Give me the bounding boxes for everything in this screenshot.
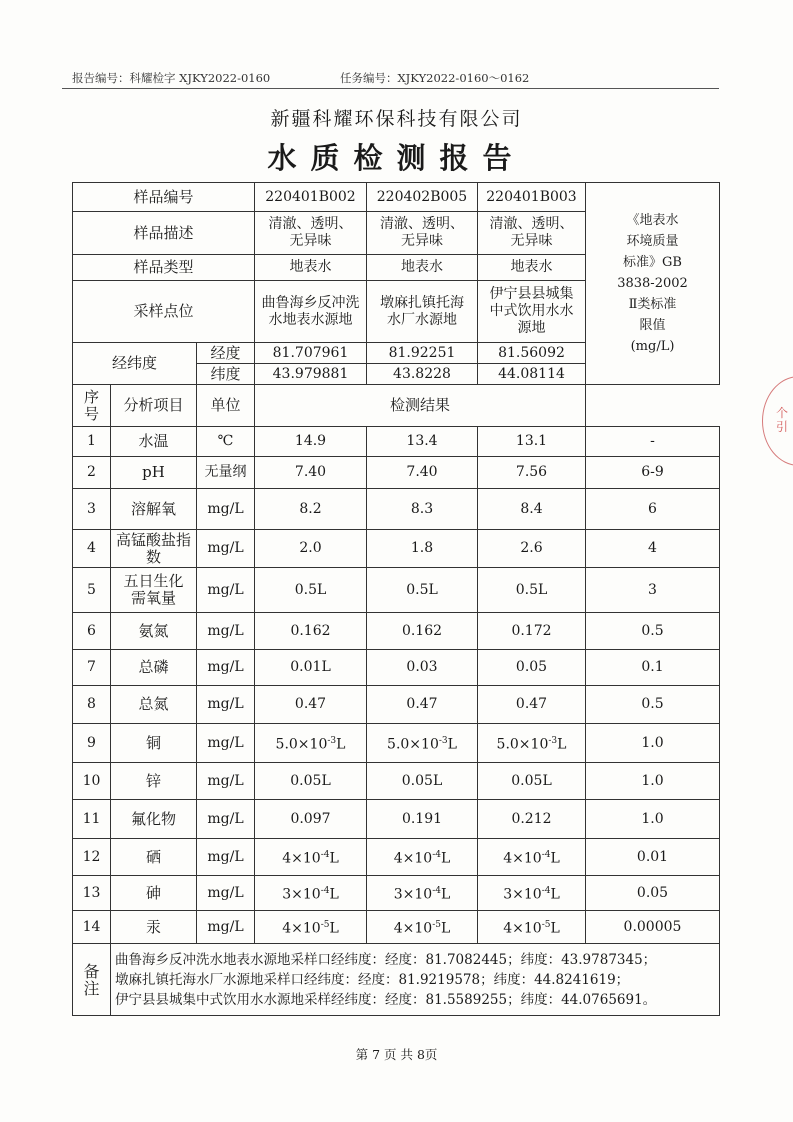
- sample-1-desc: [255, 212, 367, 255]
- result-value-2: [367, 800, 478, 839]
- row-seq: 5: [73, 568, 111, 613]
- note-line: 伊宁县县城集中式饮用水水源地采样经纬度：经度：81.5589255；纬度：44.0765691。: [115, 991, 657, 1008]
- sample-3-no: 220401B003: [478, 183, 586, 212]
- sample-1-site: [255, 281, 367, 343]
- site-line: 中式饮用水水: [489, 303, 574, 319]
- sample-1-lat: 43.979881: [255, 364, 367, 385]
- result-value-2: [367, 763, 478, 800]
- value-base: 8.4: [520, 500, 543, 517]
- standard-limit: 1.0: [586, 724, 720, 763]
- row-seq: 13: [73, 876, 111, 911]
- value-base: 2.6: [520, 540, 543, 556]
- result-value-2: [367, 613, 478, 650]
- result-value-2: [367, 427, 478, 457]
- desc-line: 清澈、透明、: [268, 216, 353, 232]
- desc-line: 清澈、透明、: [489, 216, 574, 232]
- row-item: [111, 686, 197, 724]
- item-line: 需氧量: [130, 589, 176, 607]
- note-line: 墩麻扎镇托海水厂水源地采样口经纬度：经度：81.9219578；纬度：44.8241619；: [115, 971, 630, 988]
- result-value-3: [478, 911, 586, 944]
- label-lonlat: 经纬度: [73, 343, 197, 385]
- result-value-1: [255, 613, 367, 650]
- value-base: 0.5L: [406, 581, 438, 598]
- result-value-3: [478, 427, 586, 457]
- standard-limit: 0.00005: [586, 911, 720, 944]
- value-base: 1.8: [410, 540, 434, 556]
- row-seq: 9: [73, 724, 111, 763]
- result-value-2: [367, 911, 478, 944]
- result-row: [73, 530, 720, 568]
- standard-limit: 1.0: [586, 800, 720, 839]
- value-base: 4×10: [393, 920, 433, 937]
- result-value-3: [478, 568, 586, 613]
- standard-line: 环境质量: [626, 234, 679, 249]
- value-base: 0.5L: [515, 581, 548, 598]
- row-seq: 12: [73, 839, 111, 876]
- value-base: 4×10: [503, 850, 542, 867]
- value-exponent: -4: [432, 885, 441, 896]
- sample-2-type: 地表水: [367, 255, 478, 281]
- notes-row: [73, 944, 720, 1016]
- value-base: 0.5L: [294, 581, 327, 598]
- value-base: 4×10: [282, 920, 321, 937]
- result-value-1: [255, 763, 367, 800]
- row-unit: mg/L: [197, 489, 255, 530]
- value-exponent: -5: [320, 919, 330, 930]
- result-value-1: [255, 876, 367, 911]
- site-line: 水厂水源地: [387, 311, 457, 328]
- row-seq: 6: [73, 613, 111, 650]
- standard-limit: 0.5: [586, 613, 720, 650]
- sample-3-type: 地表水: [478, 255, 586, 281]
- row-item: [111, 911, 197, 944]
- notes-text: [111, 944, 720, 1016]
- label-sample-desc: 样品描述: [73, 212, 255, 255]
- result-row: [73, 427, 720, 457]
- desc-line: 无异味: [510, 233, 553, 249]
- row-item: [111, 568, 197, 613]
- label-seq: [73, 385, 111, 427]
- value-suffix: L: [329, 850, 339, 867]
- result-value-1: [255, 800, 367, 839]
- row-seq: 14: [73, 911, 111, 944]
- result-row: [73, 800, 720, 839]
- value-base: 0.47: [515, 696, 548, 712]
- sample-3-lat: 44.08114: [478, 364, 586, 385]
- sample-2-site: [367, 281, 478, 343]
- result-row: [73, 839, 720, 876]
- row-unit: mg/L: [197, 530, 255, 568]
- standard-limit: -: [586, 427, 720, 457]
- result-value-2: [367, 530, 478, 568]
- standard-line: 标准》GB: [623, 255, 682, 270]
- page-footer: 第 7 页 共 8页: [355, 1047, 438, 1062]
- row-item: [111, 457, 197, 489]
- row-seq: 1: [73, 427, 111, 457]
- value-base: 2.0: [299, 540, 322, 556]
- value-base: 3×10: [503, 886, 542, 903]
- value-suffix: L: [440, 850, 451, 867]
- label-item: 分析项目: [111, 385, 197, 427]
- value-base: 4×10: [393, 850, 433, 867]
- sample-3-desc: [478, 212, 586, 255]
- row-unit: mg/L: [197, 568, 255, 613]
- value-suffix: L: [329, 920, 339, 937]
- row-unit: 无量纲: [197, 457, 255, 489]
- value-exponent: -4: [541, 885, 551, 896]
- result-value-2: [367, 650, 478, 686]
- result-row: [73, 457, 720, 489]
- item-line: 五日生化: [123, 572, 184, 590]
- result-value-3: [478, 613, 586, 650]
- result-value-1: [255, 427, 367, 457]
- value-base: 3×10: [393, 886, 433, 903]
- standard-line: 3838-2002: [617, 276, 688, 291]
- value-base: 0.01L: [290, 659, 331, 675]
- value-suffix: L: [440, 886, 451, 903]
- label-sample-type: 样品类型: [73, 255, 255, 281]
- site-line: 源地: [517, 320, 546, 336]
- stamp-text: 个 引: [776, 406, 789, 434]
- item-line: 砷: [145, 883, 161, 902]
- value-base: 0.162: [401, 622, 443, 639]
- result-value-3: [478, 763, 586, 800]
- value-suffix: L: [550, 886, 560, 903]
- value-base: 4×10: [282, 850, 321, 867]
- value-base: 8.3: [410, 500, 434, 517]
- seq-char: 号: [83, 404, 99, 423]
- row-item: [111, 876, 197, 911]
- standard-header: [586, 183, 720, 385]
- value-base: 0.172: [511, 622, 552, 639]
- value-suffix: L: [550, 920, 560, 937]
- result-row: [73, 650, 720, 686]
- header-divider: [62, 88, 719, 89]
- site-line: 墩麻扎镇托海: [380, 294, 464, 311]
- row-seq: 8: [73, 686, 111, 724]
- result-row: [73, 613, 720, 650]
- item-line: 溶解氧: [130, 499, 176, 518]
- row-item: [111, 763, 197, 800]
- sample-3-lon: 81.56092: [478, 343, 586, 364]
- label-results: 检测结果: [255, 385, 586, 427]
- result-value-1: [255, 839, 367, 876]
- results-table: [72, 182, 720, 1016]
- result-value-2: [367, 686, 478, 724]
- value-exponent: -3: [327, 735, 337, 746]
- value-base: 3×10: [282, 886, 321, 903]
- value-base: 0.47: [406, 696, 438, 712]
- row-item: [111, 800, 197, 839]
- row-unit: mg/L: [197, 650, 255, 686]
- result-value-1: [255, 911, 367, 944]
- result-row: [73, 876, 720, 911]
- standard-line: Ⅱ类标准: [628, 297, 677, 312]
- site-line: 水地表水源地: [268, 311, 353, 328]
- result-value-3: [478, 800, 586, 839]
- sample-3-site: [478, 281, 586, 343]
- value-base: 0.212: [511, 810, 552, 827]
- standard-limit: 1.0: [586, 763, 720, 800]
- row-seq: 7: [73, 650, 111, 686]
- result-row: [73, 911, 720, 944]
- sample-2-lon: 81.92251: [367, 343, 478, 364]
- desc-line: 无异味: [401, 233, 443, 249]
- result-value-3: [478, 724, 586, 763]
- result-value-3: [478, 686, 586, 724]
- sample-1-no: 220401B002: [255, 183, 367, 212]
- result-value-3: [478, 876, 586, 911]
- seq-char: 序: [83, 387, 99, 406]
- row-unit: ℃: [197, 427, 255, 457]
- row-item: [111, 530, 197, 568]
- standard-line: 限值: [639, 318, 666, 333]
- value-base: 7.40: [406, 464, 438, 480]
- result-row: [73, 489, 720, 530]
- value-base: 7.40: [294, 464, 327, 480]
- value-suffix: L: [447, 736, 457, 753]
- desc-line: 无异味: [289, 233, 332, 249]
- value-suffix: L: [336, 736, 346, 753]
- result-row: [73, 686, 720, 724]
- value-base: 4×10: [503, 920, 542, 937]
- label-lat: 纬度: [197, 364, 255, 385]
- value-suffix: L: [550, 850, 560, 867]
- company-name: 新疆科耀环保科技有限公司: [270, 108, 523, 130]
- report-number: 报告编号：科耀检字 XJKY2022-0160: [72, 71, 271, 85]
- result-value-3: [478, 650, 586, 686]
- row-unit: mg/L: [197, 876, 255, 911]
- row-unit: mg/L: [197, 686, 255, 724]
- row-seq: 2: [73, 457, 111, 489]
- value-exponent: -5: [541, 919, 551, 930]
- standard-limit: 4: [586, 530, 720, 568]
- result-value-1: [255, 724, 367, 763]
- result-value-2: [367, 724, 478, 763]
- item-line: 氟化物: [130, 809, 176, 828]
- value-base: 0.162: [290, 622, 331, 639]
- sample-2-desc: [367, 212, 478, 255]
- item-line: 高锰酸盐指数: [115, 530, 191, 566]
- value-exponent: -5: [432, 919, 441, 930]
- report-title: 水质检测报告: [267, 141, 526, 175]
- row-unit: mg/L: [197, 613, 255, 650]
- standard-limit: 0.5: [586, 686, 720, 724]
- sample-1-type: 地表水: [255, 255, 367, 281]
- value-base: 13.4: [406, 433, 438, 449]
- standard-limit: 6: [586, 489, 720, 530]
- row-seq: 3: [73, 489, 111, 530]
- value-base: 14.9: [294, 433, 327, 449]
- value-suffix: L: [557, 736, 567, 753]
- value-base: 5.0×10: [496, 736, 549, 753]
- result-row: [73, 724, 720, 763]
- value-base: 5.0×10: [387, 736, 439, 753]
- site-line: 曲鲁海乡反冲洗: [261, 294, 360, 311]
- value-base: 7.56: [515, 464, 548, 480]
- item-line: 汞: [145, 917, 161, 936]
- row-unit: mg/L: [197, 763, 255, 800]
- value-exponent: -4: [320, 849, 330, 860]
- result-value-2: [367, 839, 478, 876]
- label-sampling-site: 采样点位: [73, 281, 255, 343]
- value-base: 0.191: [401, 810, 443, 827]
- value-exponent: -3: [548, 735, 558, 746]
- note-line: 曲鲁海乡反冲洗水地表水源地采样口经纬度：经度：81.7082445；纬度：43.9787345；: [115, 951, 657, 968]
- row-unit: mg/L: [197, 800, 255, 839]
- result-value-3: [478, 530, 586, 568]
- desc-line: 清澈、透明、: [380, 216, 464, 232]
- value-base: 0.47: [294, 696, 327, 712]
- value-base: 0.097: [290, 810, 331, 827]
- standard-line: 《地表水: [626, 213, 679, 228]
- row-item: [111, 489, 197, 530]
- row-item: [111, 427, 197, 457]
- result-value-1: [255, 457, 367, 489]
- row-unit: mg/L: [197, 724, 255, 763]
- sample-1-lon: 81.707961: [255, 343, 367, 364]
- result-value-2: [367, 489, 478, 530]
- result-value-1: [255, 530, 367, 568]
- standard-limit: 0.05: [586, 876, 720, 911]
- item-line: 氨氮: [138, 621, 169, 640]
- row-unit: mg/L: [197, 911, 255, 944]
- row-seq: 4: [73, 530, 111, 568]
- value-exponent: -3: [438, 735, 448, 746]
- standard-limit: 6-9: [586, 457, 720, 489]
- row-item: [111, 613, 197, 650]
- row-unit: mg/L: [197, 839, 255, 876]
- result-value-1: [255, 650, 367, 686]
- result-value-3: [478, 489, 586, 530]
- notes-char: 备: [83, 961, 100, 981]
- sample-2-lat: 43.8228: [367, 364, 478, 385]
- label-sample-no: 样品编号: [73, 183, 255, 212]
- item-line: pH: [142, 463, 165, 481]
- value-base: 0.03: [406, 659, 438, 675]
- value-base: 0.05L: [511, 772, 552, 789]
- row-item: [111, 724, 197, 763]
- result-row: [73, 763, 720, 800]
- result-value-2: [367, 876, 478, 911]
- standard-limit: 0.1: [586, 650, 720, 686]
- value-base: 13.1: [515, 433, 548, 449]
- result-value-1: [255, 489, 367, 530]
- label-lon: 经度: [197, 343, 255, 364]
- row-item: [111, 650, 197, 686]
- notes-char: 注: [83, 978, 100, 998]
- item-line: 铜: [145, 733, 161, 752]
- value-suffix: L: [440, 920, 451, 937]
- value-exponent: -4: [320, 885, 330, 896]
- value-base: 0.05: [515, 659, 548, 675]
- label-unit: 单位: [197, 385, 255, 427]
- task-number: 任务编号：XJKY2022-0160～0162: [340, 71, 530, 85]
- item-line: 总氮: [138, 695, 169, 713]
- standard-limit: 3: [586, 568, 720, 613]
- row-seq: 10: [73, 763, 111, 800]
- value-suffix: L: [329, 886, 339, 903]
- standard-line: (mg/L): [630, 339, 675, 354]
- item-line: 水温: [138, 432, 169, 450]
- site-line: 伊宁县县城集: [489, 286, 574, 302]
- result-row: [73, 568, 720, 613]
- result-value-1: [255, 568, 367, 613]
- column-header-row: [73, 385, 720, 427]
- sample-no-row: [73, 183, 720, 212]
- row-seq: 11: [73, 800, 111, 839]
- value-exponent: -4: [432, 849, 441, 860]
- value-base: 5.0×10: [275, 736, 328, 753]
- notes-label: [73, 944, 111, 1016]
- item-line: 总磷: [138, 658, 169, 676]
- value-base: 0.05L: [401, 772, 443, 789]
- sample-2-no: 220402B005: [367, 183, 478, 212]
- value-base: 8.2: [299, 500, 322, 517]
- value-base: 0.05L: [290, 772, 331, 789]
- result-value-3: [478, 839, 586, 876]
- result-value-2: [367, 568, 478, 613]
- result-value-1: [255, 686, 367, 724]
- result-value-3: [478, 457, 586, 489]
- standard-limit: 0.01: [586, 839, 720, 876]
- row-item: [111, 839, 197, 876]
- item-line: 锌: [145, 771, 161, 790]
- result-value-2: [367, 457, 478, 489]
- value-exponent: -4: [541, 849, 551, 860]
- item-line: 硒: [145, 847, 161, 866]
